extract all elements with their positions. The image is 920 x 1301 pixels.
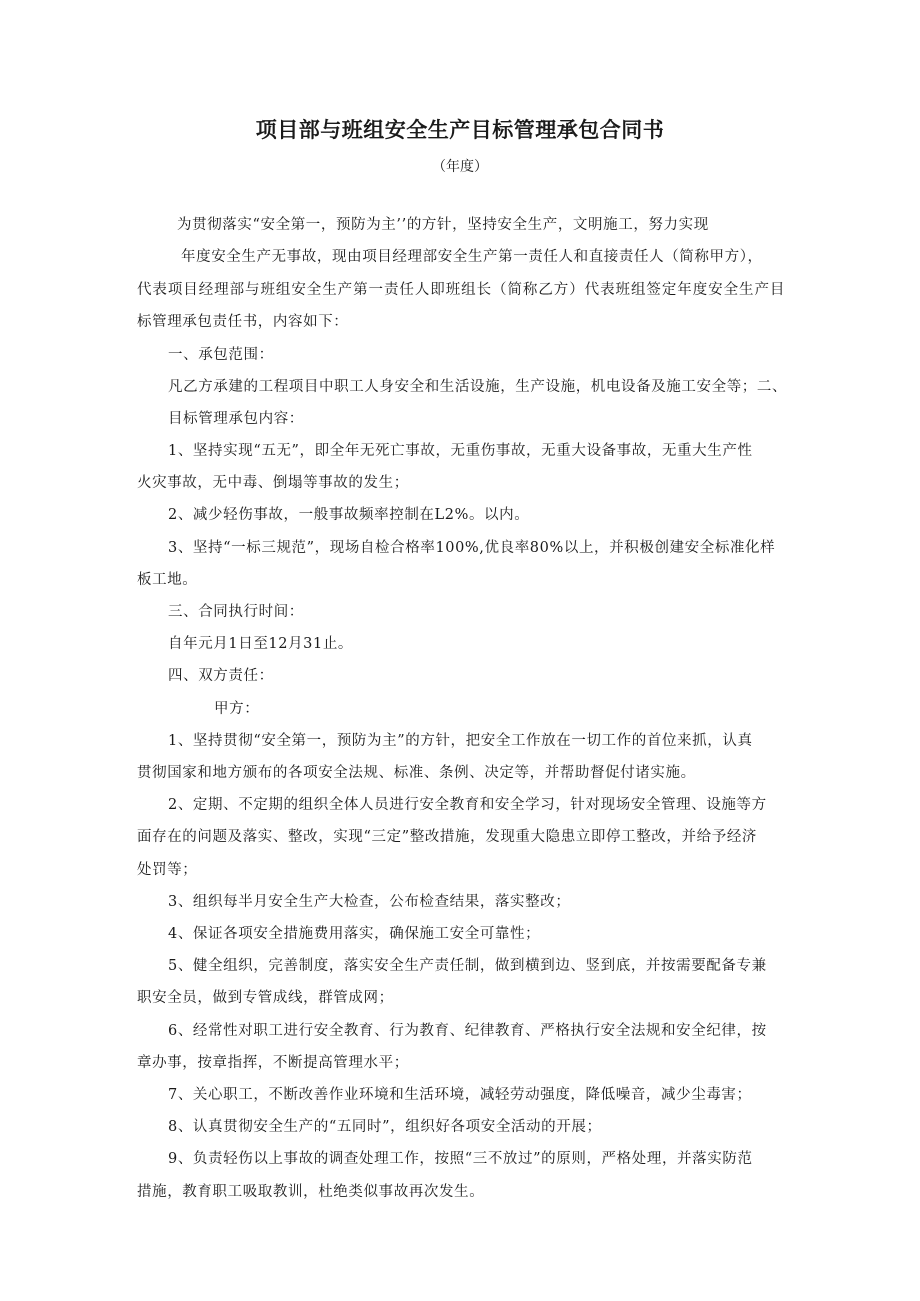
party-label: 甲方： [214,701,260,717]
paragraph-line: 凡乙方承建的工程项目中职工人身安全和生活设施，生产设施，机电设备及施工安全等；二、 [168,379,788,395]
paragraph-line: 2、定期、不定期的组织全体人员进行安全教育和安全学习，针对现场安全管理、设施等方 [168,797,767,813]
paragraph-line: 贯彻国家和地方颁布的各项安全法规、标准、条例、决定等，并帮助督促付诸实施。 [137,765,696,781]
paragraph-line: 板工地。 [137,572,198,588]
paragraph-line: 1、坚持实现“五无”，即全年无死亡事故，无重伤事故，无重大设备事故，无重大生产性 [168,443,753,459]
paragraph-line: 3、坚持“一标三规范”，现场自检合格率100%,优良率80%以上，并积极创建安全标准化样 [168,540,776,556]
paragraph-line: 3、组织每半月安全生产大检查，公布检查结果，落实整改； [168,894,571,910]
paragraph-line: 7、关心职工，不断改善作业环境和生活环境，减轻劳动强度，降低噪音，减少尘毒害； [168,1087,752,1103]
paragraph-line: 为贯彻落实“安全第一，预防为主’’的方针，坚持安全生产，文明施工，努力实现 [177,217,709,233]
paragraph-line: 章办事，按章指挥，不断提高管理水平； [137,1055,409,1071]
paragraph-line: 职安全员，做到专管成线，群管成网； [137,990,394,1006]
paragraph-line: 8、认真贯彻安全生产的“五同时”，组织好各项安全活动的开展； [168,1119,602,1135]
paragraph-line: 9、负责轻伤以上事故的调查处理工作，按照“三不放过”的原则，严格处理，并落实防范 [168,1151,753,1167]
paragraph-line: 年度安全生产无事故，现由项目经理部安全生产第一责任人和直接责任人（简称甲方）， [181,249,763,265]
paragraph-line: 1、坚持贯彻“安全第一，预防为主”的方针，把安全工作放在一切工作的首位来抓，认真 [168,733,753,749]
section-heading: 一、承包范围： [168,347,274,363]
document-subtitle: （年度） [432,159,488,175]
section-heading: 四、双方责任： [168,668,274,684]
paragraph-line: 2、减少轻伤事故，一般事故频率控制在L2%。以内。 [168,507,530,523]
paragraph-line: 5、健全组织，完善制度，落实安全生产责任制，做到横到边、竖到底，并按需要配备专兼 [168,958,767,974]
paragraph-line: 面存在的问题及落实、整改，实现“三定”整改措施，发现重大隐患立即停工整改，并给予经济 [137,829,758,845]
paragraph-line: 自年元月1日至12月31止。 [168,636,354,652]
document-title: 项目部与班组安全生产目标管理承包合同书 [255,118,665,142]
paragraph-line: 6、经常性对职工进行安全教育、行为教育、纪律教育、严格执行安全法规和安全纪律，按 [168,1023,767,1039]
paragraph-line: 标管理承包责任书，内容如下： [137,314,349,330]
section-heading: 三、合同执行时间： [168,604,304,620]
paragraph-line: 处罚等； [137,862,198,878]
paragraph-line: 火灾事故，无中毒、倒塌等事故的发生； [137,475,409,491]
paragraph-line: 措施，教育职工吸取教训，杜绝类似事故再次发生。 [137,1184,485,1200]
section-heading: 目标管理承包内容： [168,411,304,427]
paragraph-line: 代表项目经理部与班组安全生产第一责任人即班组长（简称乙方）代表班组签定年度安全生产目 [137,282,785,298]
paragraph-line: 4、保证各项安全措施费用落实，确保施工安全可靠性； [168,926,541,942]
